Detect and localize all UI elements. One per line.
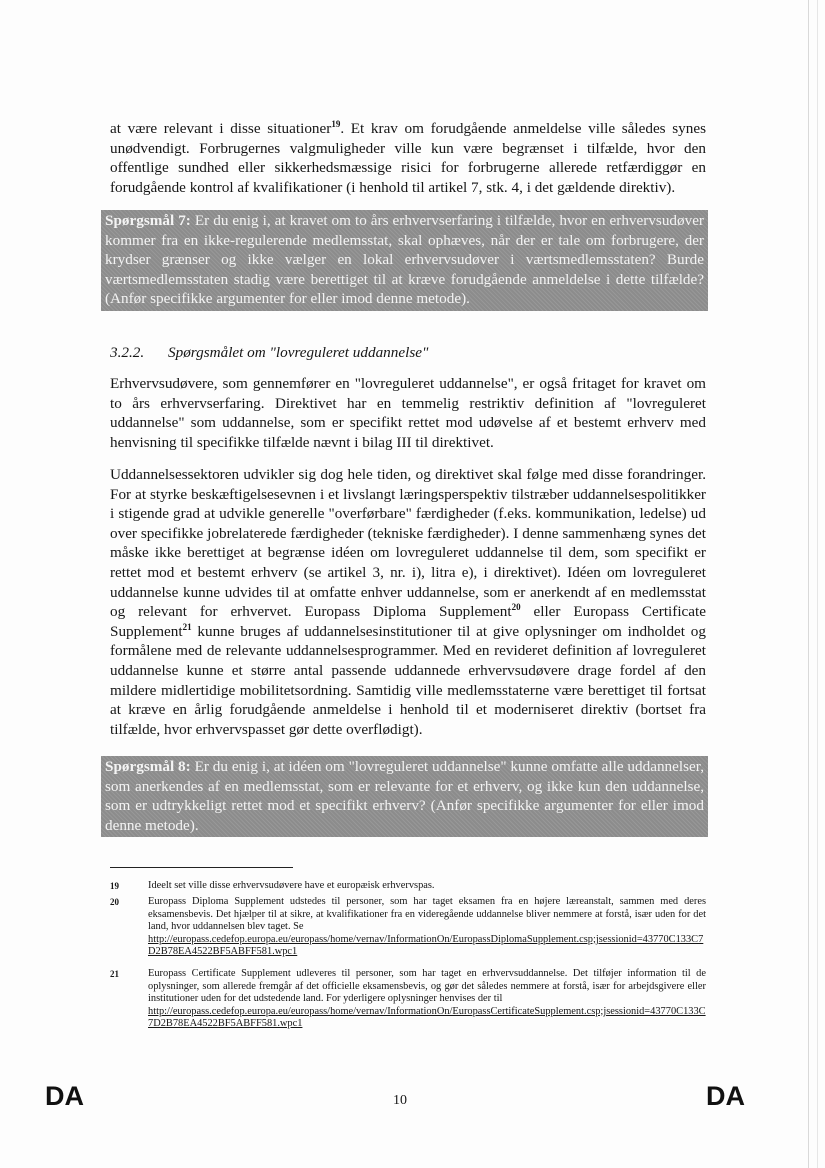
paragraph-text: . Et krav om forudgående anmeldelse ville således synes unødvendigt. Forbrugernes valgmuligheder ville kun være begrænset i tilfælde, hvor den offentlige sundhed eller sikkerhedsmæssige risici for forbrugerne allerede retfærdiggør en forudgående kontrol af kvalifikationer (i henhold til artikel 7, stk. 4, i det gældende direktiv).	[110, 120, 706, 196]
footnote-text: Europass Diploma Supplement udstedes til personer, som har taget eksamen fra en højere læreanstalt, sammen med deres eksamensbevis. Det hjælper til at sikre, at kvalifikationer fra en videregående uddannelse bliver nemmere at forstå, især uden for det land, hvor uddannelsen blev taget. Se	[148, 896, 706, 933]
paragraph-regulated-education: Erhvervsudøvere, som gennemfører en "lovreguleret uddannelse", er også fritaget for kravet om to års erhvervserfaring. Direktivet har en temmelig restriktiv definition af "lovreguleret uddannelse" som uddannelse, som er specifikt rettet mod udøvelse af et bestemt erhverv med henvisning til specifikke tilfælde nævnt i bilag III til direktivet.	[110, 375, 706, 451]
footnote-separator	[110, 867, 293, 868]
footnote-19	[110, 880, 706, 893]
footnote-link[interactable]: http://europass.cedefop.europa.eu/europass/home/vernav/InformationOn/EuropassDiplomaSupplement.csp;jsessionid=43770C133C7D2B78EA4522BF5ABFF581.wpc1	[148, 933, 704, 958]
page-number: 10	[393, 1093, 407, 1108]
scan-edge-line	[808, 0, 809, 1168]
scan-edge-line	[817, 0, 818, 1168]
footnote-21	[110, 968, 706, 1031]
language-code-right: DA	[706, 1081, 745, 1111]
paragraph-consumer-choice	[110, 119, 706, 197]
footnote-ref-21[interactable]: 21	[182, 621, 192, 632]
footnote-text: Ideelt set ville disse erhvervsudøvere have et europæisk erhvervspas.	[148, 880, 435, 891]
question-7-label: Spørgsmål 7:	[105, 212, 191, 229]
paragraph-text: kunne bruges af uddannelsesinstitutioner til at give oplysninger om indholdet og formålene med de relevante uddannelsesprogrammer. Med en revideret definition af lovreguleret uddannelse kunne et større antal passende uddannede erhvervsudøvere drage fordel af den mildere midlertidige mobilitetsordning. Samtidig ville medlemsstaterne være berettiget til fortsat at kræve en årlig forudgående anmeldelse i henhold til et moderniseret direktiv (bortset fra tilfælde, hvor erhvervspasset gør dette overflødigt).	[110, 622, 706, 738]
footnote-20	[110, 896, 706, 959]
language-code-left: DA	[45, 1081, 84, 1111]
paragraph-text: at være relevant i disse situationer	[110, 120, 332, 137]
question-7-text: Er du enig i, at kravet om to års erhvervserfaring i tilfælde, hvor en erhvervsudøver kommer fra en ikke-regulerende medlemsstat, skal ophæves, når der er tale om forbrugere, der krydser grænser og ikke vælger en lokal erhvervsudøver i værtsmedlemsstaten? Burde værtsmedlemsstaten stadig være berettiget til at kræve forudgående anmeldelse i dette tilfælde? (Anfør specifikke argumenter for eller imod denne metode).	[105, 212, 704, 308]
footnote-mark: 21	[110, 969, 119, 979]
section-heading	[110, 343, 706, 362]
footnote-link[interactable]: http://europass.cedefop.europa.eu/europass/home/vernav/InformationOn/EuropassCertificateSupplement.csp;jsessionid=43770C133C7D2B78EA4522BF5ABFF581.wpc1	[148, 1005, 706, 1030]
section-number: 3.2.2.	[110, 344, 145, 361]
question-7-box	[101, 210, 708, 311]
footnote-mark: 20	[110, 897, 119, 907]
footnote-ref-20[interactable]: 20	[511, 602, 521, 613]
footnote-mark: 19	[110, 881, 119, 891]
paragraph-text: eller Europass Certificate Supplement	[110, 603, 706, 640]
footnote-ref-19[interactable]: 19	[331, 118, 341, 129]
paragraph-education-sector	[110, 465, 706, 739]
question-8-box	[101, 756, 708, 837]
section-title: Spørgsmålet om "lovreguleret uddannelse"	[168, 344, 429, 361]
question-8-text: Er du enig i, at idéen om "lovreguleret uddannelse" kunne omfatte alle uddannelser, som anerkendes af en medlemsstat, som er relevante for et erhverv, og ikke kun den uddannelse, som er udtrykkeligt rettet mod et specifikt erhverv? (Anfør specifikke argumenter for eller imod denne metode).	[105, 758, 704, 834]
paragraph-text: Uddannelsessektoren udvikler sig dog hele tiden, og direktivet skal følge med disse forandringer. For at styrke beskæftigelsesevnen i et livslangt læringsperspektiv tilstræber uddannelsespolitikker i stigende grad at udvikle generelle "overførbare" færdigheder (f.eks. kommunikation, ledelse) ud over specifikke jobrelaterede færdigheder (tekniske færdigheder). I denne sammenhæng synes det måske ikke berettiget at begrænse idéen om lovreguleret uddannelse til dem, som specifikt er rettet mod et bestemt erhverv (se artikel 3, nr. i), litra e), i direktivet). Idéen om lovreguleret uddannelse kunne udvides til at omfatte enhver uddannelse, som er anerkendt af en medlemsstat og relevant for erhvervet. Europass Diploma Supplement	[110, 466, 706, 621]
question-8-label: Spørgsmål 8:	[105, 758, 191, 775]
footnote-text: Europass Certificate Supplement udleveres til personer, som har taget en erhvervsuddannelse. Det tilføjer information til de oplysninger, som allerede fremgår af det officielle eksamensbevis, og gør det således nemmere at forstå, især for arbejdsgivere eller institutioner uden for det udstedende land. For yderligere oplysninger henvises der til	[148, 968, 706, 1005]
